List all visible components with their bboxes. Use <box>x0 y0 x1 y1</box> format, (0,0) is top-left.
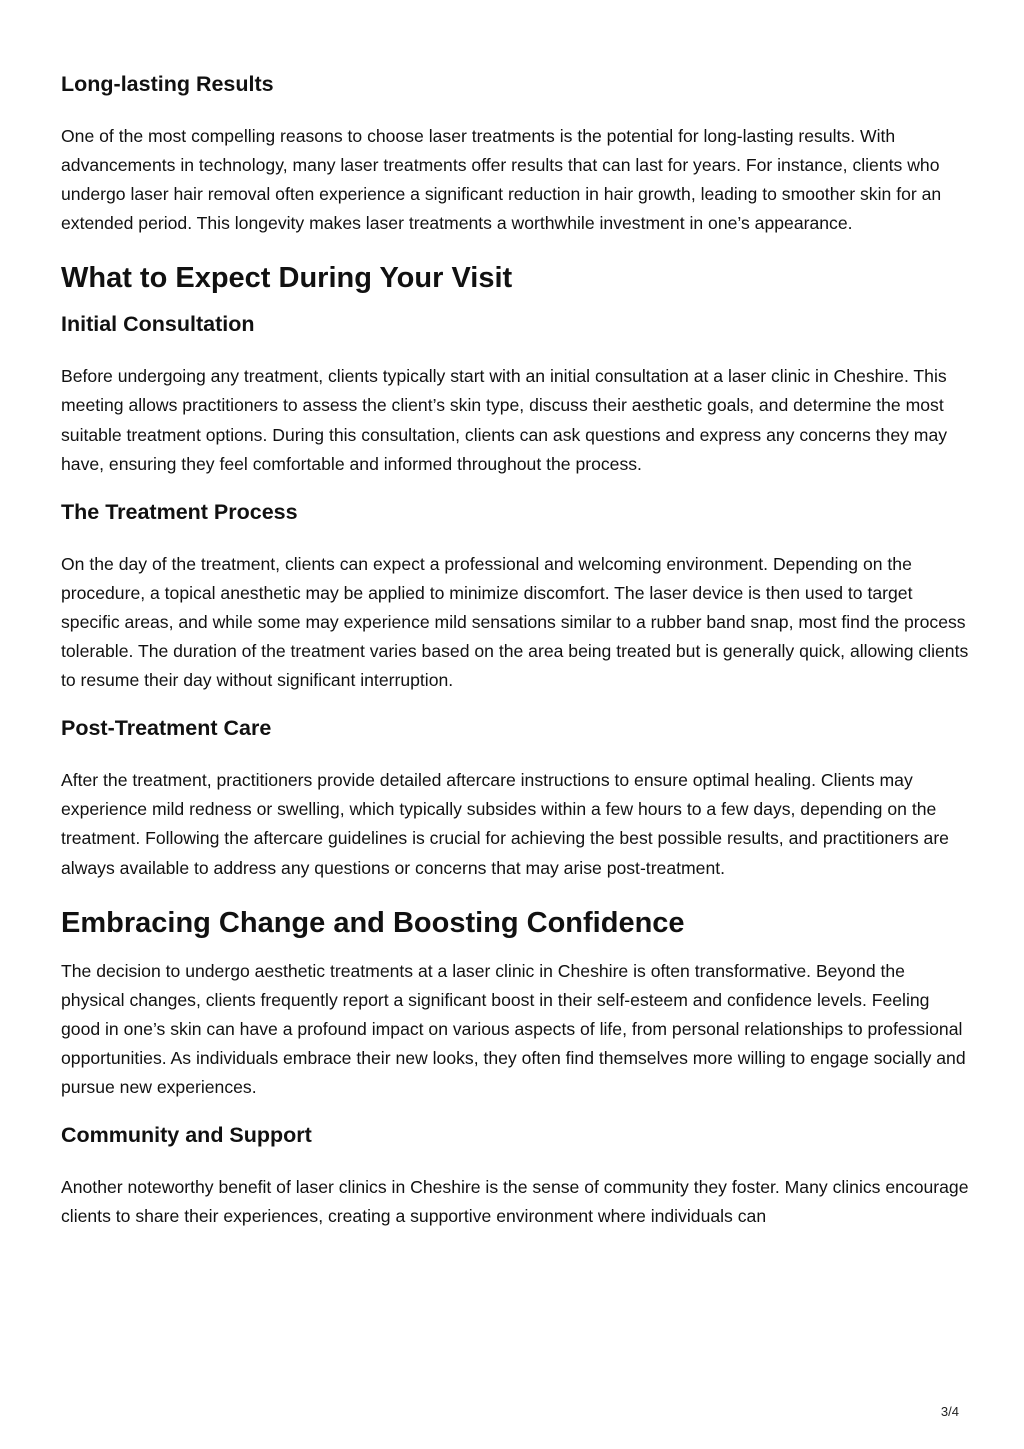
page-number: 3/4 <box>940 1404 959 1419</box>
heading-post-treatment-care: Post-Treatment Care <box>61 716 272 741</box>
heading-what-to-expect: What to Expect During Your Visit <box>61 262 513 295</box>
heading-community-support: Community and Support <box>61 1123 312 1148</box>
paragraph-community-support: Another noteworthy benefit of laser clinics in Cheshire is the sense of community they foster. Many clinics encourage clients to share their experiences, creating a supportive environment where individuals can <box>61 1177 969 1227</box>
paragraph-embracing-change: The decision to undergo aesthetic treatments at a laser clinic in Cheshire is often transformative. Beyond the physical changes, clients frequently report a significant boost in their self-esteem and confidence levels. Feeling good in one’s skin can have a profound impact on various aspects of life, from personal relationships to professional opportunities. As individuals embrace their new looks, they often find themselves more willing to engage socially and pursue new experiences. <box>61 960 966 1097</box>
paragraph-long-lasting-results: One of the most compelling reasons to choose laser treatments is the potential for long-lasting results. With advancements in technology, many laser treatments offer results that can last for years. For instance, clients who undergo laser hair removal often experience a significant reduction in hair growth, leading to smoother skin for an extended period. This longevity makes laser treatments a worthwhile investment in one’s appearance. <box>61 126 942 234</box>
heading-embracing-change: Embracing Change and Boosting Confidence <box>61 906 685 939</box>
heading-long-lasting-results: Long-lasting Results <box>61 72 274 96</box>
paragraph-post-treatment-care: After the treatment, practitioners provide detailed aftercare instructions to ensure optimal healing. Clients may experience mild redness or swelling, which typically subsides within a few hours to a few days, depending on the treatment. Following the aftercare guidelines is crucial for achieving the best possible results, and practitioners are always available to address any questions or concerns that may arise post-treatment. <box>61 770 949 878</box>
document-page <box>61 66 971 1231</box>
heading-initial-consultation: Initial Consultation <box>61 312 255 337</box>
paragraph-treatment-process: On the day of the treatment, clients can expect a professional and welcoming environment. Depending on the procedure, a topical anesthetic may be applied to minimize discomfort. The laser device is then used to target specific areas, and while some may experience mild sensations similar to a rubber band snap, most find the process tolerable. The duration of the treatment varies based on the area being treated but is generally quick, allowing clients to resume their day without significant interruption. <box>61 553 969 691</box>
paragraph-initial-consultation: Before undergoing any treatment, clients typically start with an initial consultation at a laser clinic in Cheshire. This meeting allows practitioners to assess the client’s skin type, discuss their aesthetic goals, and determine the most suitable treatment options. During this consultation, clients can ask questions and express any concerns they may have, ensuring they feel comfortable and informed throughout the process. <box>61 366 948 474</box>
heading-treatment-process: The Treatment Process <box>61 499 298 524</box>
